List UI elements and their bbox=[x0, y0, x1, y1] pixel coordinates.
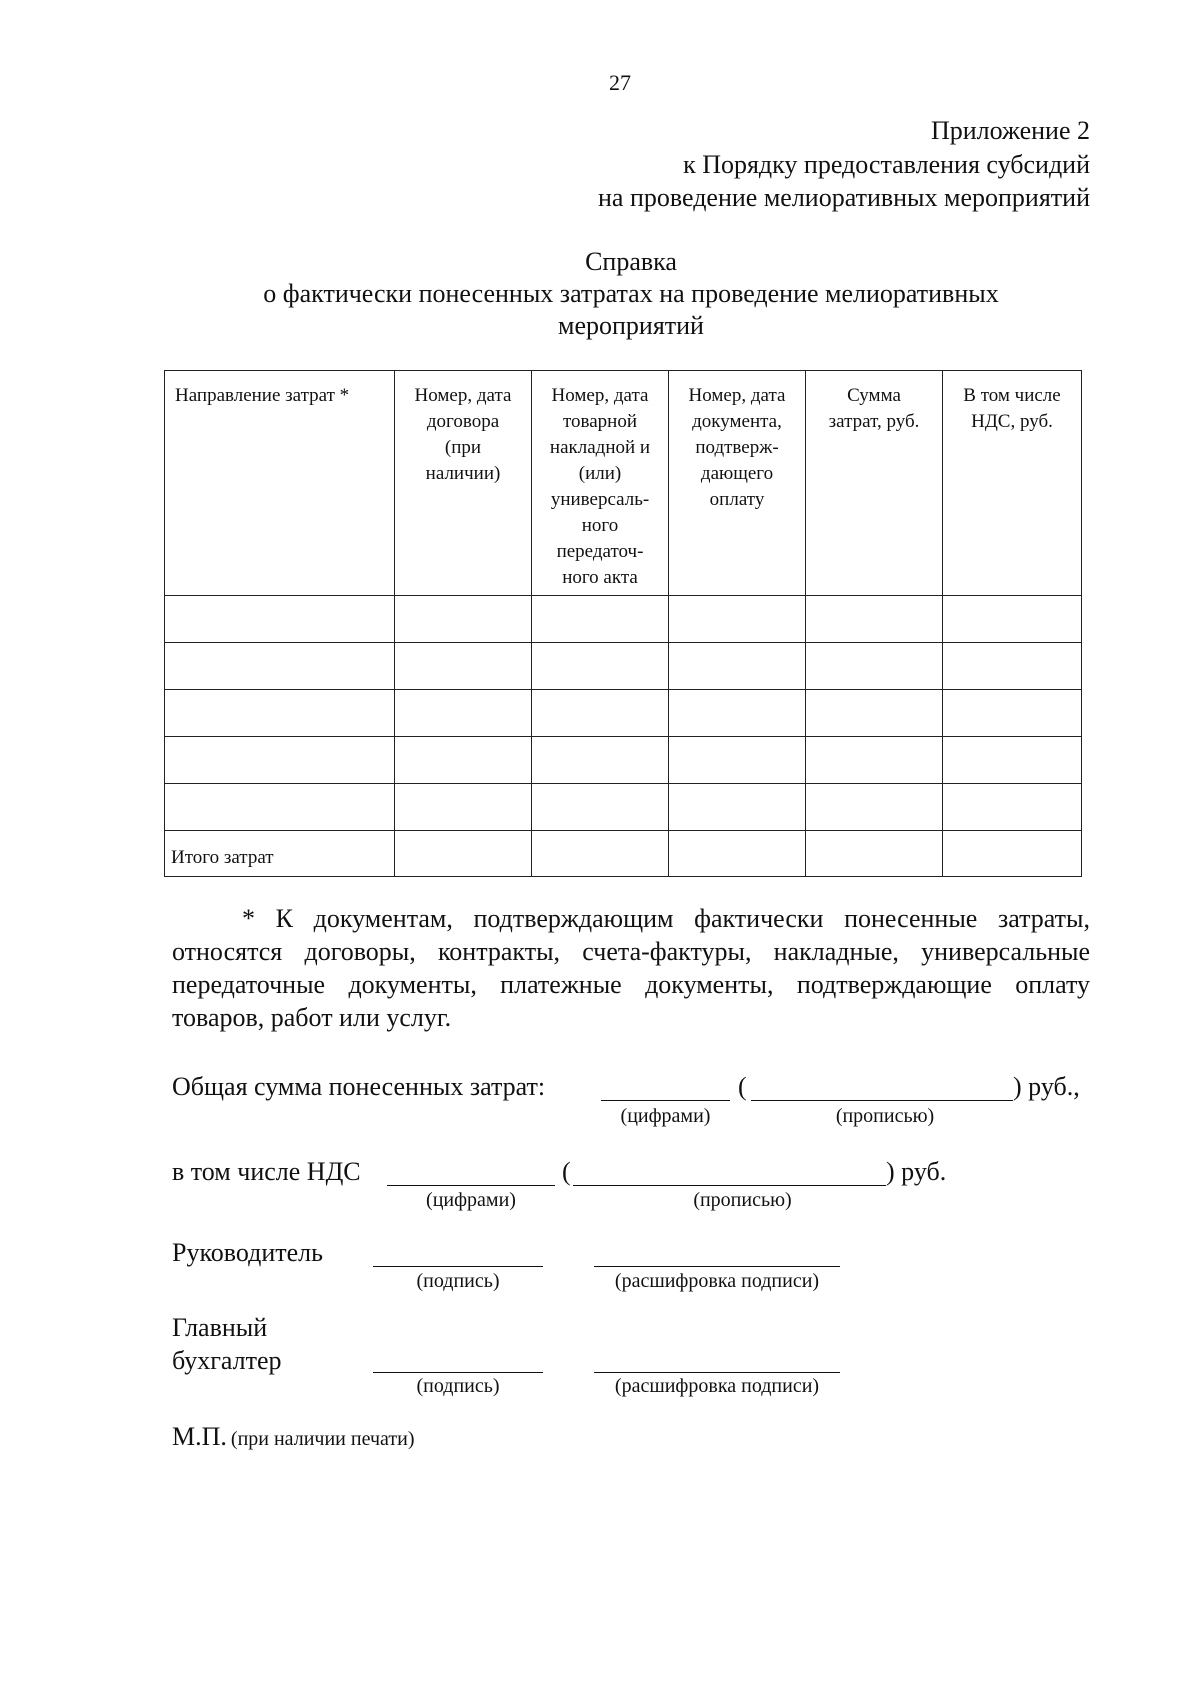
table-cell[interactable] bbox=[165, 737, 395, 784]
table-cell[interactable] bbox=[943, 784, 1082, 831]
table-cell[interactable] bbox=[165, 643, 395, 690]
total-sum-caption-digits: (цифрами) bbox=[620, 1105, 711, 1127]
table-cell[interactable] bbox=[532, 596, 669, 643]
table-cell[interactable] bbox=[806, 831, 943, 877]
table-total-row bbox=[165, 831, 1082, 877]
table-cell[interactable] bbox=[943, 643, 1082, 690]
head-signature-field[interactable] bbox=[373, 1240, 543, 1267]
chief-accountant-signature-field[interactable] bbox=[373, 1346, 543, 1373]
head-caption-signature: (подпись) bbox=[416, 1270, 500, 1292]
table-cell[interactable] bbox=[669, 643, 806, 690]
total-label: Итого затрат bbox=[165, 831, 395, 877]
column-header-waybill: Номер, дата товарной накладной и (или) универсаль- ного передаточ- ного акта bbox=[532, 371, 669, 596]
chief-accountant-caption-decode: (расшифровка подписи) bbox=[614, 1375, 820, 1397]
table-cell[interactable] bbox=[669, 831, 806, 877]
table-cell[interactable] bbox=[669, 784, 806, 831]
table-cell[interactable] bbox=[806, 737, 943, 784]
table-cell[interactable] bbox=[669, 737, 806, 784]
table-cell[interactable] bbox=[943, 831, 1082, 877]
table-cell[interactable] bbox=[806, 690, 943, 737]
chief-accountant-label-line1: Главный bbox=[172, 1313, 268, 1342]
document-title: Справка bbox=[585, 247, 677, 276]
table-cell[interactable] bbox=[806, 596, 943, 643]
table-cell[interactable] bbox=[943, 737, 1082, 784]
total-sum-suffix: ) руб., bbox=[1013, 1072, 1080, 1101]
footnote-line: относятся договоры, контракты, счета-фактуры, накладные, универсальные bbox=[172, 937, 1090, 966]
table-header-row bbox=[165, 371, 1082, 596]
chief-accountant-caption-signature: (подпись) bbox=[416, 1375, 500, 1397]
appendix-reference: к Порядку предоставления субсидий bbox=[683, 150, 1090, 179]
stamp-label: М.П. bbox=[172, 1422, 227, 1451]
appendix-title: Приложение 2 bbox=[930, 116, 1090, 145]
footnote bbox=[172, 902, 1090, 1034]
vat-caption-words: (прописью) bbox=[693, 1189, 792, 1211]
column-header-contract: Номер, дата договора (при наличии) bbox=[395, 371, 532, 596]
column-header-cost-sum: Сумма затрат, руб. bbox=[806, 371, 943, 596]
table-cell[interactable] bbox=[165, 690, 395, 737]
table-row bbox=[165, 784, 1082, 831]
head-caption-decode: (расшифровка подписи) bbox=[614, 1270, 820, 1292]
table-cell[interactable] bbox=[395, 596, 532, 643]
vat-words-field[interactable] bbox=[573, 1159, 886, 1186]
total-sum-open-paren: ( bbox=[738, 1072, 747, 1101]
head-decode-field[interactable] bbox=[594, 1240, 840, 1267]
page-number: 27 bbox=[609, 70, 631, 95]
table-cell[interactable] bbox=[395, 690, 532, 737]
table-cell[interactable] bbox=[943, 690, 1082, 737]
appendix-subject: на проведение мелиоративных мероприятий bbox=[598, 183, 1090, 212]
table-row bbox=[165, 643, 1082, 690]
footnote-line: * К документам, подтверждающим фактически понесенные затраты, bbox=[242, 904, 1090, 933]
table-row bbox=[165, 690, 1082, 737]
column-header-vat: В том числе НДС, руб. bbox=[943, 371, 1082, 596]
table-row bbox=[165, 596, 1082, 643]
vat-label: в том числе НДС bbox=[172, 1157, 361, 1186]
vat-caption-digits: (цифрами) bbox=[426, 1189, 516, 1211]
stamp-place bbox=[172, 1422, 414, 1452]
table-cell[interactable] bbox=[532, 831, 669, 877]
head-label: Руководитель bbox=[172, 1238, 323, 1267]
total-sum-label: Общая сумма понесенных затрат: bbox=[172, 1072, 546, 1101]
total-sum-words-field[interactable] bbox=[751, 1074, 1013, 1101]
footnote-line: передаточные документы, платежные документы, подтверждающие оплату bbox=[172, 970, 1090, 999]
table-cell[interactable] bbox=[395, 784, 532, 831]
document-subtitle-line-1: о фактически понесенных затратах на проведение мелиоративных bbox=[263, 279, 999, 308]
total-sum-caption-words: (прописью) bbox=[835, 1105, 935, 1127]
table-cell[interactable] bbox=[532, 737, 669, 784]
document-subtitle-line-2: мероприятий bbox=[558, 311, 704, 340]
table-cell[interactable] bbox=[395, 737, 532, 784]
table-cell[interactable] bbox=[943, 596, 1082, 643]
table-cell[interactable] bbox=[395, 831, 532, 877]
table-cell[interactable] bbox=[395, 643, 532, 690]
table-cell[interactable] bbox=[532, 690, 669, 737]
total-sum-digits-field[interactable] bbox=[601, 1074, 730, 1101]
column-header-cost-direction: Направление затрат * bbox=[165, 371, 395, 596]
vat-open-paren: ( bbox=[562, 1157, 571, 1186]
table-cell[interactable] bbox=[165, 596, 395, 643]
column-header-payment-document: Номер, дата документа, подтверж- дающего оплату bbox=[669, 371, 806, 596]
stamp-note: (при наличии печати) bbox=[230, 1428, 415, 1450]
table-cell[interactable] bbox=[532, 784, 669, 831]
vat-suffix: ) руб. bbox=[886, 1157, 947, 1186]
table-cell[interactable] bbox=[532, 643, 669, 690]
vat-digits-field[interactable] bbox=[387, 1159, 555, 1186]
chief-accountant-label-line2: бухгалтер bbox=[172, 1346, 282, 1375]
costs-table bbox=[164, 370, 1082, 877]
chief-accountant-decode-field[interactable] bbox=[594, 1346, 840, 1373]
table-cell[interactable] bbox=[669, 690, 806, 737]
table-cell[interactable] bbox=[806, 643, 943, 690]
table-cell[interactable] bbox=[806, 784, 943, 831]
footnote-line: товаров, работ или услуг. bbox=[172, 1003, 452, 1032]
table-row bbox=[165, 737, 1082, 784]
table-cell[interactable] bbox=[669, 596, 806, 643]
table-cell[interactable] bbox=[165, 784, 395, 831]
